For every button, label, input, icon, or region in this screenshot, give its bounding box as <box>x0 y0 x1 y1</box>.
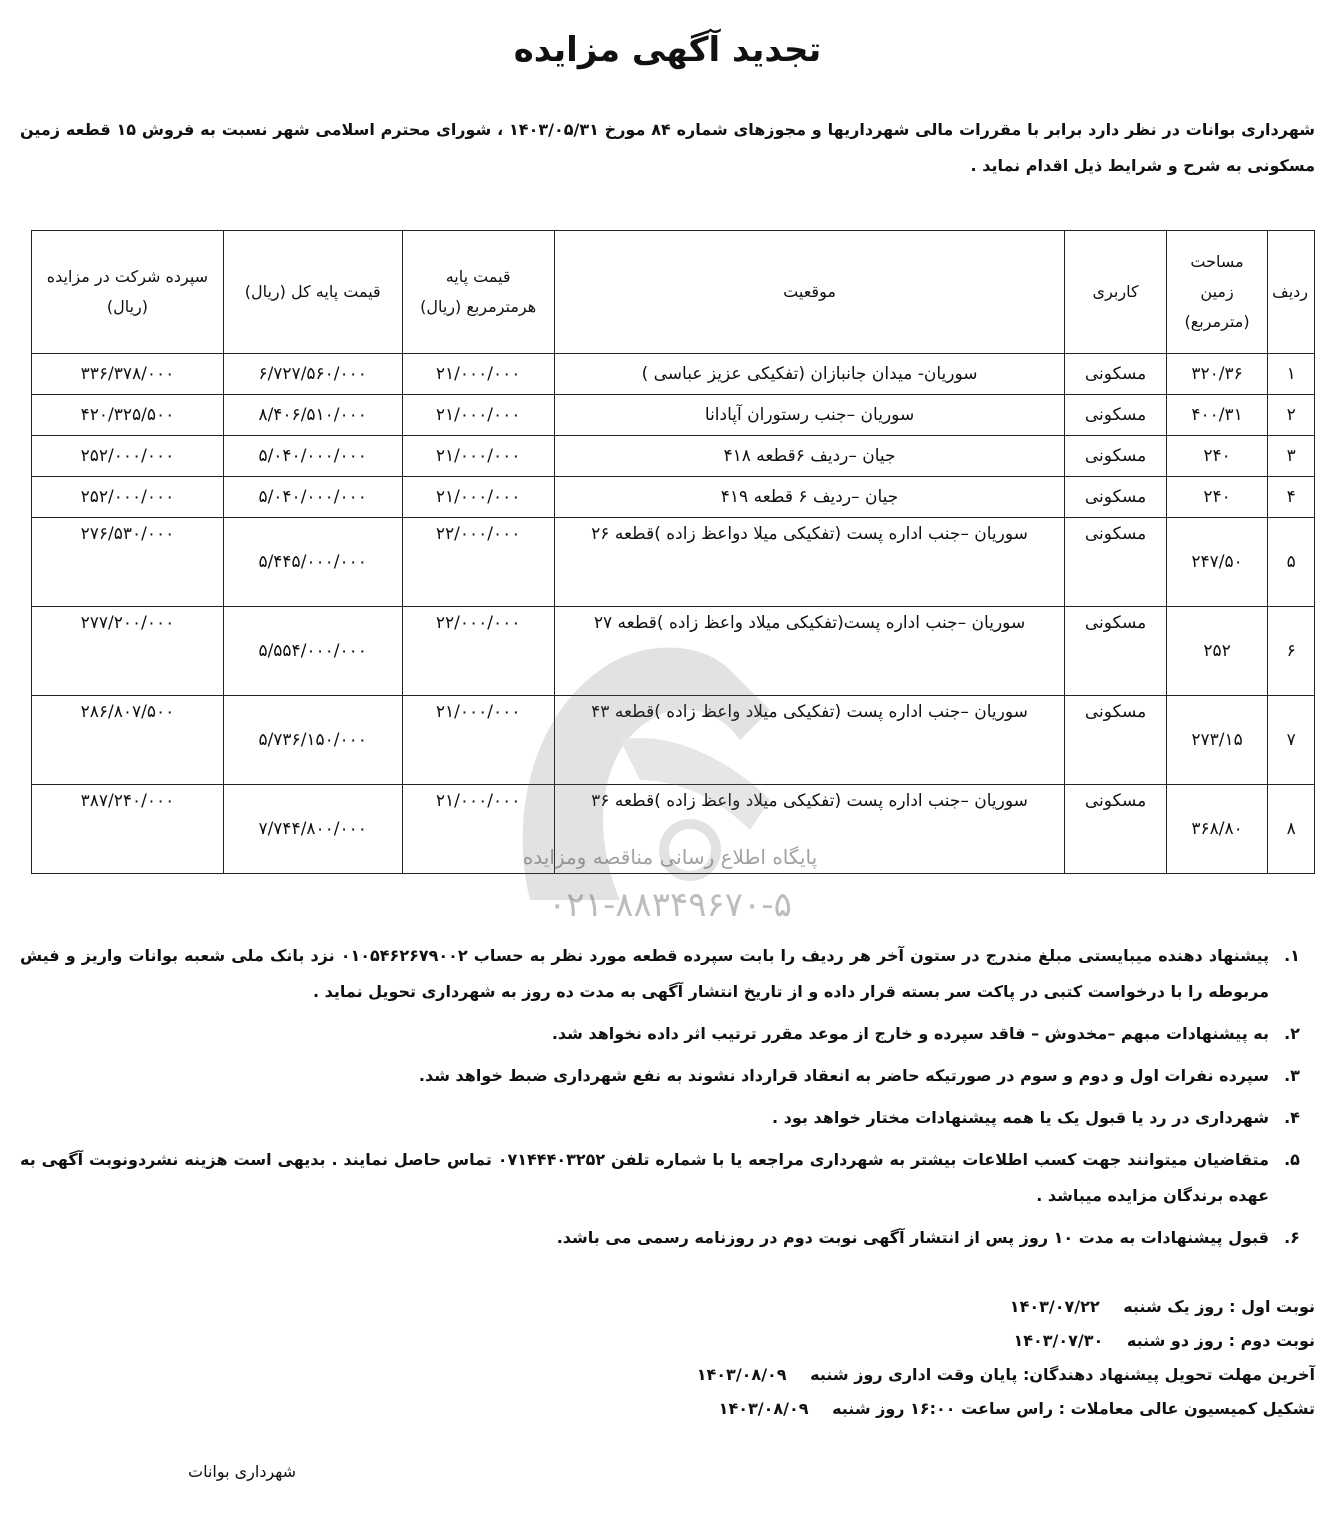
cell-row-number: ۶ <box>1268 607 1315 696</box>
list-item <box>20 938 1315 1010</box>
cell-area: ۴۰۰/۳۱ <box>1166 395 1268 436</box>
schedule-first <box>20 1290 1315 1324</box>
schedule-second-date: ۱۴۰۳/۰۷/۳۰ <box>1013 1331 1104 1350</box>
cell-price-per-m2: ۲۱/۰۰۰/۰۰۰ <box>402 395 554 436</box>
cell-location: سوریان –جنب اداره پست (تفکیکی میلاد واعظ زاده )قطعه ۳۶ <box>554 785 1065 874</box>
cell-price-per-m2: ۲۱/۰۰۰/۰۰۰ <box>402 436 554 477</box>
cell-price-per-m2: ۲۲/۰۰۰/۰۰۰ <box>402 607 554 696</box>
cell-price-per-m2: ۲۱/۰۰۰/۰۰۰ <box>402 785 554 874</box>
cell-area: ۲۴۰ <box>1166 477 1268 518</box>
table-row <box>32 395 1315 436</box>
schedule-second <box>20 1324 1315 1358</box>
schedule-first-date: ۱۴۰۳/۰۷/۲۲ <box>1009 1297 1100 1316</box>
intro-paragraph: شهرداری بوانات در نظر دارد برابر با مقررات مالی شهرداریها و مجوزهای شماره ۸۴ مورخ ۱۴۰۳/۰۵/۳۱ ، شورای محترم اسلامی شهر نسبت به فروش ۱۵ قطعه زمین مسکونی به شرح و شرایط ذیل اقدام نماید . <box>20 120 1316 175</box>
table-row <box>32 696 1315 785</box>
cell-total-price: ۵/۷۳۶/۱۵۰/۰۰۰ <box>223 696 402 785</box>
table-row <box>32 354 1315 395</box>
table-header-row <box>32 231 1315 354</box>
cell-location: جیان –ردیف ۶قطعه ۴۱۸ <box>554 436 1065 477</box>
cell-usage: مسکونی <box>1065 354 1167 395</box>
condition-number: ۶. <box>1284 1228 1300 1247</box>
cell-row-number: ۳ <box>1268 436 1315 477</box>
cell-location: جیان –ردیف ۶ قطعه ۴۱۹ <box>554 477 1065 518</box>
cell-price-per-m2: ۲۲/۰۰۰/۰۰۰ <box>402 518 554 607</box>
signature: شهرداری بوانات <box>188 1462 297 1481</box>
cell-deposit: ۲۷۶/۵۳۰/۰۰۰ <box>32 518 224 607</box>
cell-usage: مسکونی <box>1065 607 1167 696</box>
condition-text: متقاضیان میتوانند جهت کسب اطلاعات بیشتر به شهرداری مراجعه یا با شماره تلفن ۰۷۱۴۴۴۰۳۲۵۲ تماس حاصل نمایند . بدیهی است هزینه نشردونوبت آگهی به عهده برندگان مزایده میباشد . <box>20 1150 1269 1205</box>
conditions-list <box>20 938 1315 1262</box>
header-location: موقعیت <box>554 231 1065 354</box>
cell-area: ۲۴۷/۵۰ <box>1166 518 1268 607</box>
schedule-commission <box>20 1392 1315 1426</box>
cell-location: سوریان –جنب اداره پست(تفکیکی میلاد واعظ زاده )قطعه ۲۷ <box>554 607 1065 696</box>
cell-area: ۳۲۰/۳۶ <box>1166 354 1268 395</box>
cell-row-number: ۸ <box>1268 785 1315 874</box>
cell-location: سوریان –جنب اداره پست (تفکیکی میلاد واعظ زاده )قطعه ۴۳ <box>554 696 1065 785</box>
cell-area: ۲۵۲ <box>1166 607 1268 696</box>
cell-location: سوریان- میدان جانبازان (تفکیکی عزیز عباسی ) <box>554 354 1065 395</box>
table-row <box>32 477 1315 518</box>
cell-deposit: ۴۲۰/۳۲۵/۵۰۰ <box>32 395 224 436</box>
cell-area: ۲۷۳/۱۵ <box>1166 696 1268 785</box>
list-item <box>20 1100 1315 1136</box>
cell-row-number: ۱ <box>1268 354 1315 395</box>
cell-location: سوریان –جنب رستوران آپادانا <box>554 395 1065 436</box>
cell-usage: مسکونی <box>1065 395 1167 436</box>
cell-total-price: ۵/۵۵۴/۰۰۰/۰۰۰ <box>223 607 402 696</box>
schedule-second-label: نوبت دوم : روز دو شنبه <box>1126 1331 1315 1350</box>
cell-deposit: ۲۸۶/۸۰۷/۵۰۰ <box>32 696 224 785</box>
schedule-deadline <box>20 1358 1315 1392</box>
schedule-first-label: نوبت اول : روز یک شنبه <box>1123 1297 1315 1316</box>
cell-usage: مسکونی <box>1065 518 1167 607</box>
header-row-number: ردیف <box>1268 231 1315 354</box>
notice-title: تجدید آگهی مزایده <box>513 30 822 70</box>
cell-price-per-m2: ۲۱/۰۰۰/۰۰۰ <box>402 477 554 518</box>
list-item <box>20 1220 1315 1256</box>
schedule-block <box>20 1290 1315 1426</box>
cell-usage: مسکونی <box>1065 785 1167 874</box>
watermark-phone: ۰۲۱-۸۸۳۴۹۶۷۰-۵ <box>548 885 792 925</box>
cell-deposit: ۳۸۷/۲۴۰/۰۰۰ <box>32 785 224 874</box>
schedule-deadline-label: آخرین مهلت تحویل پیشنهاد دهندگان: پایان وقت اداری روز شنبه <box>810 1365 1315 1384</box>
watermark-text: پایگاه اطلاع رسانی مناقصه ومزایده <box>522 845 818 869</box>
table-row <box>32 436 1315 477</box>
schedule-deadline-date: ۱۴۰۳/۰۸/۰۹ <box>696 1365 787 1384</box>
list-item <box>20 1016 1315 1052</box>
cell-total-price: ۸/۴۰۶/۵۱۰/۰۰۰ <box>223 395 402 436</box>
cell-total-price: ۶/۷۲۷/۵۶۰/۰۰۰ <box>223 354 402 395</box>
cell-total-price: ۵/۰۴۰/۰۰۰/۰۰۰ <box>223 477 402 518</box>
cell-deposit: ۲۵۲/۰۰۰/۰۰۰ <box>32 436 224 477</box>
cell-usage: مسکونی <box>1065 436 1167 477</box>
header-area: مساحت زمین (مترمربع) <box>1166 231 1268 354</box>
cell-usage: مسکونی <box>1065 696 1167 785</box>
condition-number: ۳. <box>1284 1066 1300 1085</box>
list-item <box>20 1058 1315 1094</box>
cell-deposit: ۲۷۷/۲۰۰/۰۰۰ <box>32 607 224 696</box>
condition-number: ۱. <box>1284 946 1300 965</box>
schedule-commission-date: ۱۴۰۳/۰۸/۰۹ <box>718 1399 809 1418</box>
header-price-per-m2: قیمت پایه هرمترمربع (ریال) <box>402 231 554 354</box>
cell-area: ۳۶۸/۸۰ <box>1166 785 1268 874</box>
condition-text: شهرداری در رد یا قبول یک یا همه پیشنهادات مختار خواهد بود . <box>772 1108 1269 1127</box>
cell-location: سوریان –جنب اداره پست (تفکیکی میلا دواعظ زاده )قطعه ۲۶ <box>554 518 1065 607</box>
auction-table <box>31 230 1315 874</box>
cell-total-price: ۵/۴۴۵/۰۰۰/۰۰۰ <box>223 518 402 607</box>
condition-number: ۲. <box>1284 1024 1300 1043</box>
cell-deposit: ۲۵۲/۰۰۰/۰۰۰ <box>32 477 224 518</box>
cell-row-number: ۲ <box>1268 395 1315 436</box>
cell-deposit: ۳۳۶/۳۷۸/۰۰۰ <box>32 354 224 395</box>
header-total-price: قیمت پایه کل (ریال) <box>223 231 402 354</box>
schedule-commission-label: تشکیل کمیسیون عالی معاملات : راس ساعت ۱۶:۰۰ روز شنبه <box>832 1399 1315 1418</box>
cell-total-price: ۵/۰۴۰/۰۰۰/۰۰۰ <box>223 436 402 477</box>
cell-price-per-m2: ۲۱/۰۰۰/۰۰۰ <box>402 354 554 395</box>
table-row <box>32 518 1315 607</box>
cell-usage: مسکونی <box>1065 477 1167 518</box>
cell-price-per-m2: ۲۱/۰۰۰/۰۰۰ <box>402 696 554 785</box>
cell-row-number: ۵ <box>1268 518 1315 607</box>
condition-number: ۵. <box>1284 1150 1300 1169</box>
condition-text: پیشنهاد دهنده میبایستی مبلغ مندرج در ستون آخر هر ردیف را بابت سپرده قطعه مورد نظر به حساب ۰۱۰۵۴۶۲۶۷۹۰۰۲ نزد بانک ملی شعبه بوانات واریز و فیش مربوطه را با درخواست کتبی در پاکت سر بسته قرار داده و از تاریخ انتشار آگهی به مدت ده روز به شهرداری تحویل نماید . <box>20 946 1269 1001</box>
header-usage: کاربری <box>1065 231 1167 354</box>
condition-text: سپرده نفرات اول و دوم و سوم در صورتیکه حاضر به انعقاد قرارداد نشوند به نفع شهرداری ضبط خواهد شد. <box>418 1066 1269 1085</box>
cell-area: ۲۴۰ <box>1166 436 1268 477</box>
list-item <box>20 1142 1315 1214</box>
header-deposit: سپرده شرکت در مزایده (ریال) <box>32 231 224 354</box>
cell-total-price: ۷/۷۴۴/۸۰۰/۰۰۰ <box>223 785 402 874</box>
condition-number: ۴. <box>1284 1108 1300 1127</box>
table-row <box>32 607 1315 696</box>
cell-row-number: ۴ <box>1268 477 1315 518</box>
condition-text: قبول پیشنهادات به مدت ۱۰ روز پس از انتشار آگهی نوبت دوم در روزنامه رسمی می باشد. <box>556 1228 1269 1247</box>
condition-text: به پیشنهادات مبهم –مخدوش – فاقد سپرده و خارج از موعد مقرر ترتیب اثر داده نخواهد شد. <box>551 1024 1269 1043</box>
cell-row-number: ۷ <box>1268 696 1315 785</box>
